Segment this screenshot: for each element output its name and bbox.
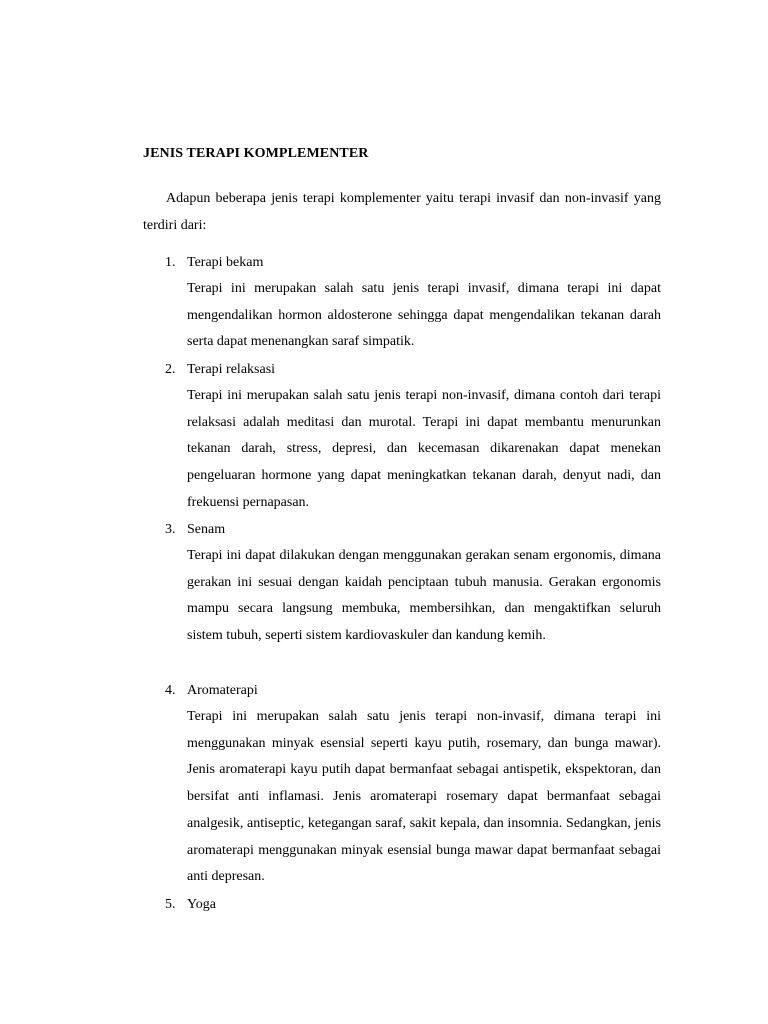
list-item-text: Terapi ini dapat dilakukan dengan menggunakan gerakan senam ergonomis, dimana gerakan ini sesuai dengan kaidah penciptaan tubuh manusia. Gerakan ergonomis mampu secara langsung membuka, membersihkan, dan mengaktifkan seluruh sistem tubuh, seperti sistem kardiovaskuler dan kandung kemih. <box>187 548 661 644</box>
list-item-heading: Aromaterapi <box>187 683 258 698</box>
list-item-heading: Terapi relaksasi <box>187 362 276 377</box>
intro-paragraph: Adapun beberapa jenis terapi komplementer yaitu terapi invasif dan non-invasif yang terdiri dari: <box>143 191 661 233</box>
list-item-text: Terapi ini merupakan salah satu jenis terapi non-invasif, dimana terapi ini menggunakan minyak esensial seperti kayu putih, rosemary, dan bunga mawar). Jenis aromaterapi kayu putih dapat bermanfaat sebagai antispetik, ekspektoran, dan bersifat anti inflamasi. Jenis aromaterapi rosemary dapat bermanfaat sebagai analgesik, antiseptic, ketegangan saraf, sakit kepala, dan insomnia. Sedangkan, jenis aromaterapi menggunakan minyak esensial bunga mawar dapat bermanfaat sebagai anti depresan. <box>187 709 661 885</box>
list-item-heading: Senam <box>187 522 226 537</box>
list-number: 4. <box>165 683 176 698</box>
list-item-text: Terapi ini merupakan salah satu jenis terapi invasif, dimana terapi ini dapat mengendalikan hormon aldosterone sehingga dapat mengendalikan tekanan darah serta dapat menenangkan saraf simpatik. <box>187 281 661 350</box>
list-number: 5. <box>165 897 176 912</box>
document-title: JENIS TERAPI KOMPLEMENTER <box>143 146 369 161</box>
list-number: 3. <box>165 522 176 537</box>
list-item-heading: Terapi bekam <box>187 255 264 270</box>
list-number: 1. <box>165 255 176 270</box>
list-item-heading: Yoga <box>187 897 216 912</box>
list-item-text: Terapi ini merupakan salah satu jenis terapi non-invasif, dimana contoh dari terapi relaksasi adalah meditasi dan murotal. Terapi ini dapat membantu menurunkan tekanan darah, stress, depresi, dan kecemasan dikarenakan dapat menekan pengeluaran hormone yang dapat meningkatkan tekanan darah, denyut nadi, dan frekuensi pernapasan. <box>187 388 661 510</box>
list-number: 2. <box>165 362 176 377</box>
